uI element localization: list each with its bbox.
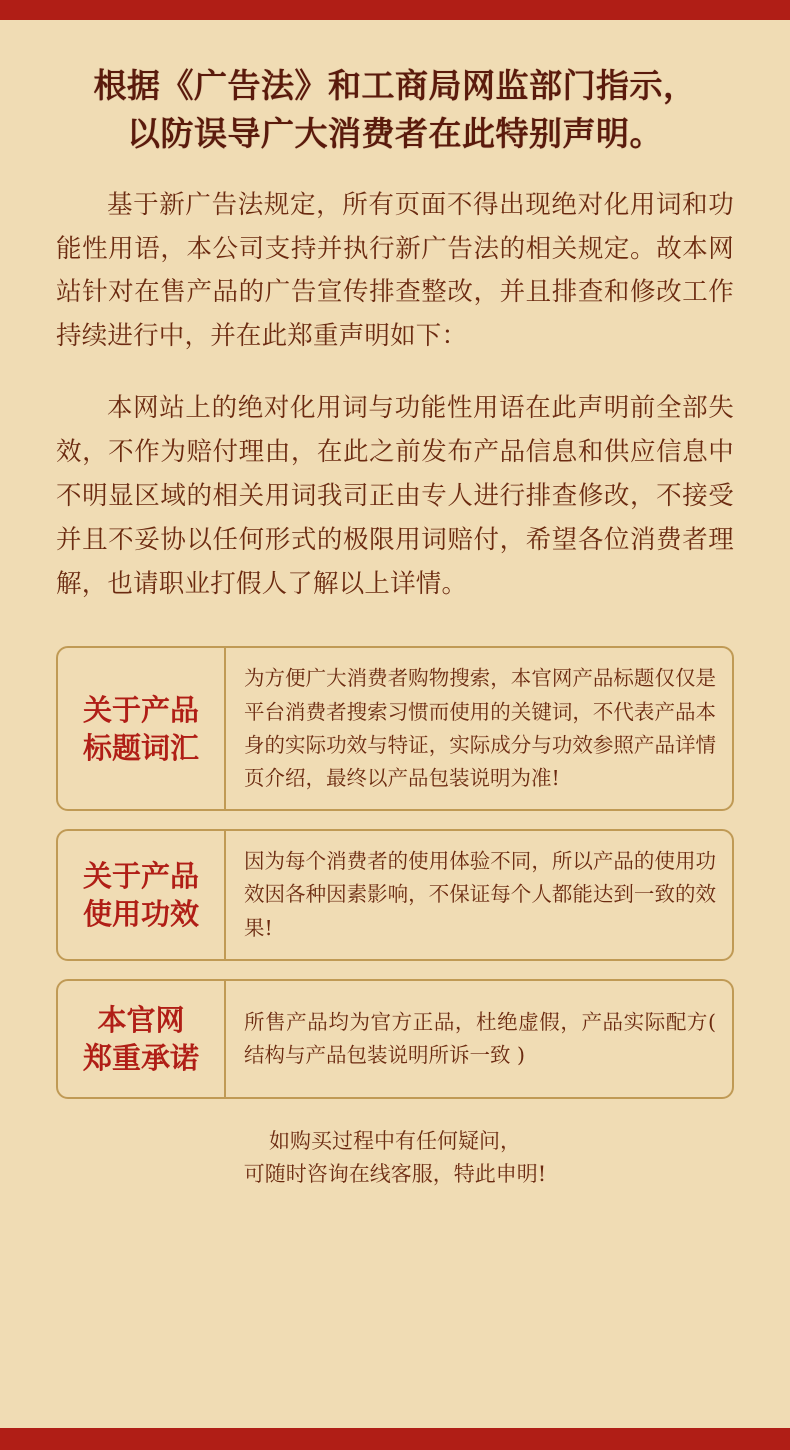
statement-paragraph-2: 本网站上的绝对化用词与功能性用语在此声明前全部失效，不作为赔付理由，在此之前发布产品信息和供应信息中不明显区域的相关用词我司正由专人进行排查修改，不接受并且不妥协以任何形式的极限用词赔付，希望各位消费者理解，也请职业打假人了解以上详情。 [56,393,734,599]
statement-paragraph-1: 基于新广告法规定，所有页面不得出现绝对化用词和功能性用语，本公司支持并执行新广告法的相关规定。故本网站针对在售产品的广告宣传排查整改，并且排查和修改工作持续进行中，并在此郑重声明如下： [56,189,734,352]
statement-panel [0,20,790,1428]
card-title-line-1: 本官网 [97,1002,185,1037]
top-red-bar [0,0,790,20]
footer-note-line-2: 可随时咨询在线客服，特此申明! [243,1162,547,1187]
card-body-official-promise: 所售产品均为官方正品，杜绝虚假，产品实际配方( 结构与产品包装说明所诉一致 ) [244,1009,716,1067]
card-title-product-title-terms [58,648,226,809]
card-title-official-promise [58,981,226,1097]
card-body-product-title-terms: 为方便广大消费者购物搜索，本官网产品标题仅仅是平台消费者搜索习惯而使用的关键词，不代表产品本身的实际功效与特证，实际成分与功效参照产品详情页介绍，最终以产品包装说明为准! [244,666,716,791]
card-title-line-2: 使用功效 [82,897,199,932]
card-title-line-2: 郑重承诺 [82,1040,199,1075]
card-title-line-1: 关于产品 [82,692,199,727]
page-title [56,62,734,158]
page-title-line-2: 以防误导广大消费者在此特别声明。 [127,113,663,153]
page-title-line-1: 根据《广告法》和工商局网监部门指示， [93,66,697,105]
bottom-red-bar [0,1428,790,1450]
card-title-product-efficacy [58,831,226,959]
card-official-promise [56,979,734,1099]
card-title-line-2: 标题词汇 [82,730,199,765]
footer-note [56,1125,734,1192]
card-product-efficacy [56,829,734,961]
footer-note-line-1: 如购买过程中有任何疑问， [269,1128,521,1153]
card-title-line-1: 关于产品 [82,858,199,893]
card-body-product-efficacy: 因为每个消费者的使用体验不同，所以产品的使用功效因各种因素影响，不保证每个人都能达到一致的效果! [244,849,716,940]
statement-card-list [56,646,734,1098]
card-product-title-terms [56,646,734,811]
